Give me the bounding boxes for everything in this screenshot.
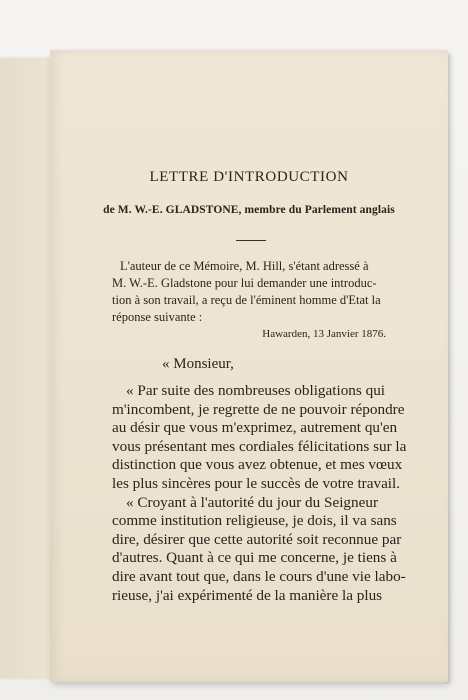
body-line: dire, désirer que cette autorité soit reconnue par (112, 530, 402, 548)
body-line: « Croyant à l'autorité du jour du Seigneur (126, 493, 379, 511)
body-line: « Par suite des nombreuses obligations qui (126, 382, 386, 399)
dateline: Hawarden, 13 Janvier 1876. (262, 328, 386, 340)
intro-line: réponse suivante : (112, 310, 203, 324)
intro-line: L'auteur de ce Mémoire, M. Hill, s'étant adressé à (120, 259, 369, 273)
body-line: distinction que vous avez obtenue, et mes vœux (112, 456, 403, 474)
body-line: dire avant tout que, dans le cours d'une vie labo- (112, 567, 406, 585)
body-line: d'autres. Quant à ce qui me concerne, je tiens à (112, 549, 397, 567)
salutation: « Monsieur, (162, 356, 234, 372)
body-line: les plus sincères pour le succès de votre travail. (112, 474, 401, 492)
intro-line: tion à son travail, a reçu de l'éminent homme d'Etat la (112, 293, 381, 307)
body-line: au désir que vous m'exprimez, autrement qu'en (112, 419, 398, 437)
page-subtitle: de M. W.-E. GLADSTONE, membre du Parlement anglais (103, 204, 395, 216)
body-line: vous présentant mes cordiales félicitations sur la (112, 437, 407, 455)
intro-line: M. W.-E. Gladstone pour lui demander une introduc- (112, 276, 377, 290)
title-rule (236, 240, 266, 241)
page-title: LETTRE D'INTRODUCTION (149, 169, 349, 185)
body-line: comme institution religieuse, je dois, il va sans (112, 512, 397, 530)
letter-body (112, 382, 407, 605)
intro-paragraph (112, 258, 394, 326)
body-line: rieuse, j'ai expérimenté de la manière la plus (112, 586, 383, 604)
book-page (50, 50, 448, 682)
body-line: m'incombent, je regrette de ne pouvoir répondre (112, 400, 405, 418)
